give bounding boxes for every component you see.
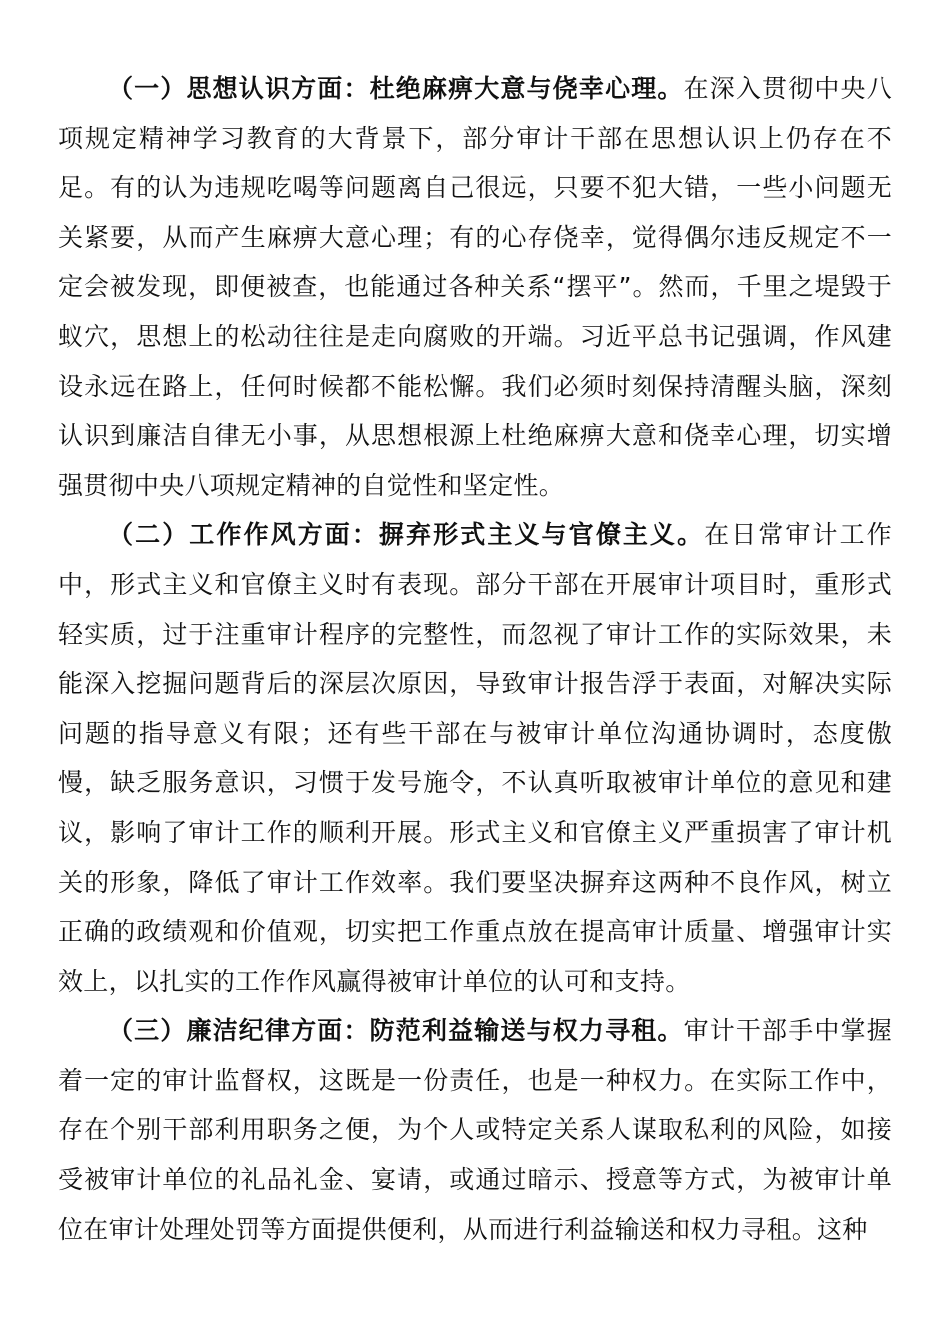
section-body-1: 在深入贯彻中央八项规定精神学习教育的大背景下，部分审计干部在思想认识上仍存在不足。有的认为违规吃喝等问题离自己很远，只要不犯大错，一些小问题无关紧要，从而产生麻痹大意心理；有的心存侥幸，觉得偶尔违反规定不一定会被发现，即便被查，也能通过各种关系“摆平”。然而，千里之堤毁于蚁穴，思想上的松动往往是走向腐败的开端。习近平总书记强调，作风建设永远在路上，任何时候都不能松懈。我们必须时刻保持清醒头脑，深刻认识到廉洁自律无小事，从思想根源上杜绝麻痹大意和侥幸心理，切实增强贯彻中央八项规定精神的自觉性和坚定性。 <box>58 74 892 500</box>
section-heading-3: （三）廉洁纪律方面：防范利益输送与权力寻租。 <box>108 1016 684 1046</box>
section-body-2: 在日常审计工作中，形式主义和官僚主义时有表现。部分干部在开展审计项目时，重形式轻实质，过于注重审计程序的完整性，而忽视了审计工作的实际效果，未能深入挖掘问题背后的深层次原因，导致审计报告浮于表面，对解决实际问题的指导意义有限；还有些干部在与被审计单位沟通协调时，态度傲慢，缺乏服务意识，习惯于发号施令，不认真听取被审计单位的意见和建议，影响了审计工作的顺利开展。形式主义和官僚主义严重损害了审计机关的形象，降低了审计工作效率。我们要坚决摒弃这两种不良作风，树立正确的政绩观和价值观，切实把工作重点放在提高审计质量、增强审计实效上，以扎实的工作作风赢得被审计单位的认可和支持。 <box>58 520 892 996</box>
section-heading-1: （一）思想认识方面：杜绝麻痹大意与侥幸心理。 <box>108 74 684 103</box>
document-page <box>58 64 892 1254</box>
section-body-3: 审计干部手中掌握着一定的审计监督权，这既是一份责任，也是一种权力。在实际工作中，存在个别干部利用职务之便，为个人或特定关系人谋取私利的风险，如接受被审计单位的礼品礼金、宴请，或通过暗示、授意等方式，为被审计单位在审计处理处罚等方面提供便利，从而进行利益输送和权力寻租。这种 <box>58 1016 892 1244</box>
paragraph-thought-awareness <box>58 64 892 510</box>
paragraph-integrity-discipline <box>58 1006 892 1254</box>
paragraph-work-style <box>58 510 892 1006</box>
section-heading-2: （二）工作作风方面：摒弃形式主义与官僚主义。 <box>108 520 705 550</box>
